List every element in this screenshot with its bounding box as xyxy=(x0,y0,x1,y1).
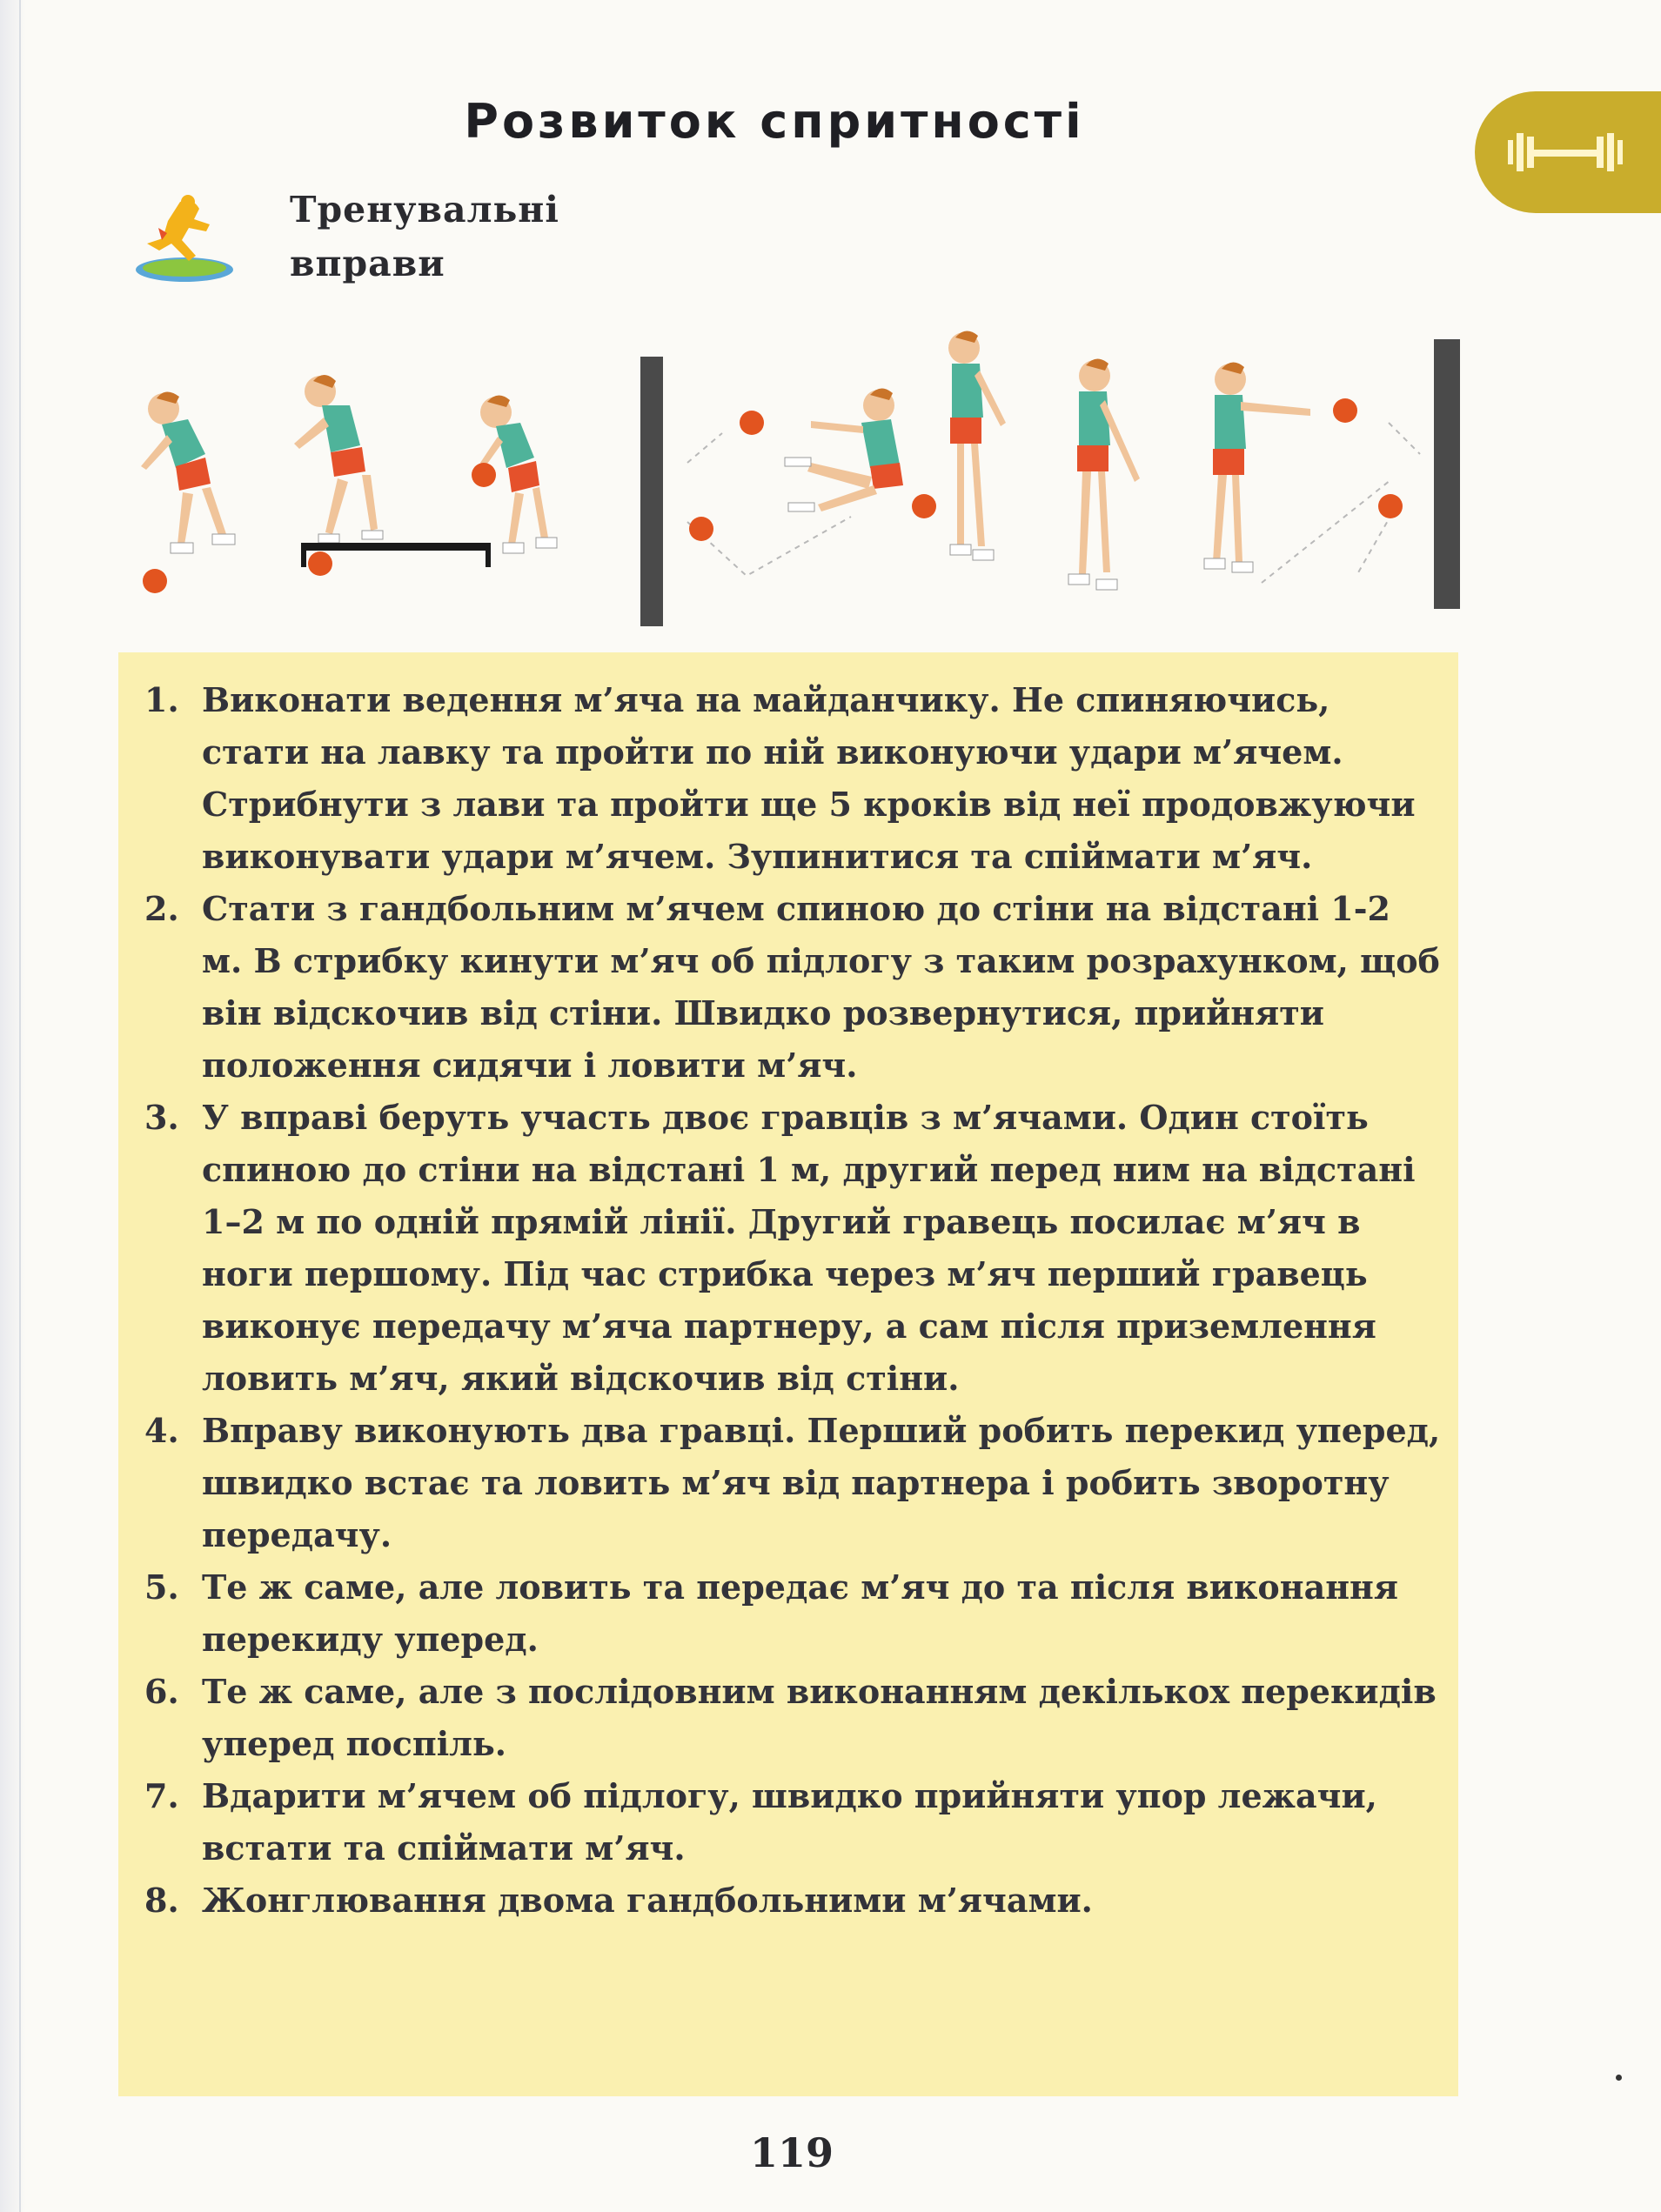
ball xyxy=(740,411,764,435)
figure-on-bench xyxy=(294,375,491,576)
figure-dribbling-2 xyxy=(472,395,557,553)
exercise-item xyxy=(118,1770,1458,1875)
exercise-text: Стати з гандбольним м’ячем спиною до стіни на відстані 1-2 м. В стрибку кинути м’яч об підлогу з таким розрахунком, щоб він відскочив від стіни. Швидко розвернутися, прийняти положення сидячи і ловити м’яч. xyxy=(202,889,1440,1085)
figure-standing-1 xyxy=(948,331,1006,560)
exercise-illustration xyxy=(122,322,1479,644)
exercise-panel xyxy=(118,652,1458,2096)
exercise-number: 1. xyxy=(144,680,179,719)
ball xyxy=(912,494,936,518)
ball xyxy=(1333,398,1357,423)
exercise-number: 8. xyxy=(144,1881,179,1920)
running-athlete-icon xyxy=(132,193,237,292)
exercise-item xyxy=(118,883,1458,1092)
page-edge xyxy=(0,0,26,2212)
exercise-text: Те ж саме, але ловить та передає м’яч до та після виконання перекиду уперед. xyxy=(202,1567,1398,1659)
figure-sitting xyxy=(785,388,903,511)
exercise-text: Вправу виконують два гравці. Перший робить перекид уперед, швидко встає та ловить м’яч від партнера і робить зворотну передачу. xyxy=(202,1411,1441,1554)
exercise-item xyxy=(118,1666,1458,1770)
page-number: 119 xyxy=(749,2129,834,2176)
print-speck xyxy=(1616,2075,1622,2081)
ball xyxy=(472,463,496,487)
exercise-text: Жонглювання двома гандбольними м’ячами. xyxy=(202,1881,1093,1920)
bench xyxy=(301,543,491,551)
subsection-heading-line1: Тренувальні xyxy=(290,189,559,231)
figure-throwing xyxy=(1204,362,1310,572)
exercise-text: Виконати ведення м’яча на майданчику. Не спиняючись, стати на лавку та пройти по ній виконуючи удари м’ячем. Стрибнути з лави та пройти ще 5 кроків від неї продовжуючи виконувати удари м’ячем. Зупинитися та спіймати м’яч. xyxy=(202,680,1416,876)
exercise-item xyxy=(118,1092,1458,1405)
exercise-number: 5. xyxy=(144,1567,179,1607)
figure-dribbling-1 xyxy=(141,391,235,593)
side-tab xyxy=(1475,91,1661,213)
subsection-heading-line2: вправи xyxy=(290,243,445,284)
gutter-line xyxy=(19,0,21,2212)
exercise-number: 4. xyxy=(144,1411,179,1450)
wall xyxy=(640,357,663,626)
ball xyxy=(308,551,332,576)
subsection-heading xyxy=(290,183,638,291)
exercise-item xyxy=(118,1405,1458,1561)
exercise-list xyxy=(118,652,1458,1927)
exercise-number: 3. xyxy=(144,1098,179,1137)
ball xyxy=(143,569,167,593)
figure-standing-2 xyxy=(1068,358,1140,590)
ball xyxy=(1378,494,1403,518)
exercise-item xyxy=(118,1561,1458,1666)
section-title: Розвиток спритності xyxy=(464,94,1085,149)
exercise-number: 2. xyxy=(144,889,179,928)
exercise-text: Вдарити м’ячем об підлогу, швидко прийняти упор лежачи, встати та спіймати м’яч. xyxy=(202,1776,1377,1868)
exercise-number: 7. xyxy=(144,1776,179,1815)
exercise-text: У вправі беруть участь двоє гравців з м’ячами. Один стоїть спиною до стіни на відстані 1 м, другий перед ним на відстані 1–2 м по одній прямій лінії. Другий гравець посилає м’яч в ноги першому. Під час стрибка через м’яч перший гравець виконує передачу м’яча партнеру, а сам після приземлення ловить м’яч, який відскочив від стіни. xyxy=(202,1098,1416,1398)
dumbbell-icon xyxy=(1504,128,1626,177)
ball xyxy=(689,517,713,541)
exercise-item xyxy=(118,674,1458,883)
exercise-number: 6. xyxy=(144,1672,179,1711)
exercise-text: Те ж саме, але з послідовним виконанням декількох перекидів уперед поспіль. xyxy=(202,1672,1437,1763)
wall xyxy=(1434,339,1460,609)
exercise-item xyxy=(118,1875,1458,1927)
